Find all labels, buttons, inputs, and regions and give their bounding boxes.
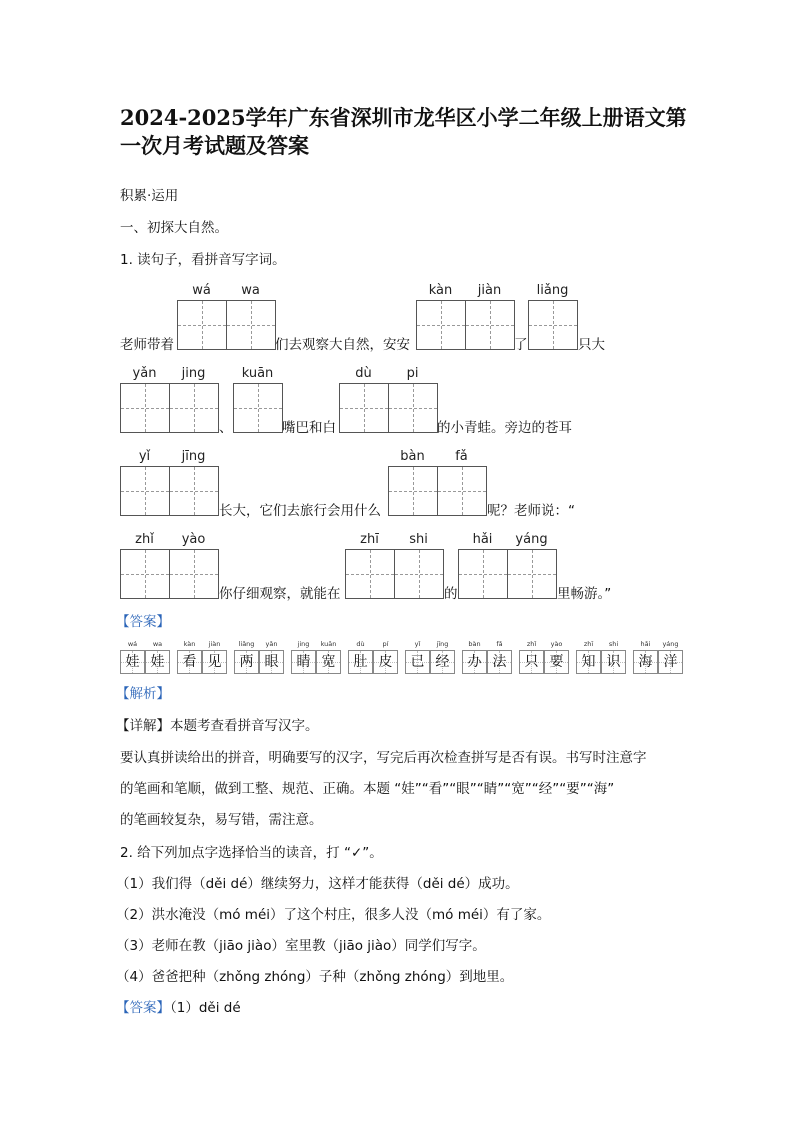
answer-char-cell: 皮 <box>373 650 398 674</box>
answer-char-cell: 经 <box>430 650 455 674</box>
detail-tag: 【详解】 <box>116 718 170 734</box>
answer-char-cell: 法 <box>487 650 512 674</box>
writing-box[interactable] <box>169 466 219 516</box>
pinyin-label: jīng <box>181 449 206 464</box>
pinyin-label: yào <box>181 532 206 547</box>
answer-pinyin: hǎi <box>640 640 651 648</box>
section-label: 积累·运用 <box>120 188 179 204</box>
answer-pinyin: jiàn <box>208 640 221 648</box>
pinyin-label: kuān <box>241 366 274 381</box>
pinyin-label: pi <box>406 366 419 381</box>
answer-char-cell: 娃 <box>120 650 145 674</box>
question-2-item: （1）我们得（děi dé）继续努力，这样才能获得（děi dé）成功。 <box>116 876 519 892</box>
answer-pinyin: dù <box>356 640 365 648</box>
answer-label: 【答案】 <box>116 614 170 630</box>
pinyin-label: yǎn <box>132 366 157 381</box>
writing-box[interactable] <box>416 300 466 350</box>
answer-char-cell: 见 <box>202 650 227 674</box>
question-2-prompt: 2. 给下列加点字选择恰当的读音，打 “✓”。 <box>120 845 383 861</box>
writing-box[interactable] <box>233 383 283 433</box>
detail-line <box>116 716 319 736</box>
sentence-text: 老师带着 <box>120 337 174 353</box>
pinyin-label: yǐ <box>138 449 151 464</box>
answer-text: （1）děi dé <box>170 1000 241 1016</box>
sentence-text: 的小青蛙。旁边的苍耳 <box>437 420 572 436</box>
sentence-text: 、 <box>219 420 233 436</box>
sentence-text: 里畅游。” <box>557 586 612 602</box>
answer-pinyin: shi <box>608 640 619 648</box>
writing-box[interactable] <box>120 466 170 516</box>
sentence-text: 呢？老师说：“ <box>487 503 575 519</box>
sentence-text: 的 <box>444 586 458 602</box>
answer-pinyin: wa <box>152 640 163 648</box>
sentence-text: 嘴巴和白 <box>282 420 336 436</box>
answer-label: 【答案】 <box>116 1000 170 1016</box>
answer-char-cell: 两 <box>234 650 259 674</box>
answer-char-cell: 识 <box>601 650 626 674</box>
writing-box[interactable] <box>465 300 515 350</box>
pinyin-label: wa <box>241 283 260 298</box>
writing-box[interactable] <box>388 383 438 433</box>
pinyin-label: kàn <box>428 283 453 298</box>
pinyin-label: shi <box>409 532 428 547</box>
answer-char-cell: 知 <box>576 650 601 674</box>
answer-pinyin: jīng <box>436 640 449 648</box>
pinyin-label: jing <box>181 366 206 381</box>
answer-char-cell: 海 <box>633 650 658 674</box>
answer-char-cell: 看 <box>177 650 202 674</box>
answer-pinyin: wá <box>127 640 138 648</box>
question-2-item: （4）爸爸把种（zhǒng zhóng）子种（zhǒng zhóng）到地里。 <box>116 969 514 985</box>
writing-box[interactable] <box>120 383 170 433</box>
answer-pinyin: jing <box>297 640 310 648</box>
writing-box[interactable] <box>226 300 276 350</box>
answer-char-cell: 办 <box>462 650 487 674</box>
analysis-paragraph-line: 要认真拼读给出的拼音，明确要写的汉字，写完后再次检查拼写是否有误。书写时注意字 <box>120 750 647 766</box>
pinyin-label: zhǐ <box>135 532 154 547</box>
pinyin-label: hǎi <box>472 532 493 547</box>
answer-char-cell: 要 <box>544 650 569 674</box>
writing-box[interactable] <box>388 466 438 516</box>
sentence-text: 们去观察大自然，安安 <box>275 337 410 353</box>
answer-pinyin: kuān <box>320 640 337 648</box>
analysis-paragraph-line: 的笔画和笔顺，做到工整、规范、正确。本题 “娃”“看”“眼”“睛”“宽”“经”“要”“海” <box>120 781 615 797</box>
writing-box[interactable] <box>169 549 219 599</box>
answer-char-cell: 娃 <box>145 650 170 674</box>
sentence-text: 长大，它们去旅行会用什么 <box>219 503 381 519</box>
sentence-text: 你仔细观察，就能在 <box>219 586 341 602</box>
writing-box[interactable] <box>177 300 227 350</box>
detail-text: 本题考查看拼音写汉字。 <box>170 718 319 734</box>
answer-pinyin: yǐ <box>414 640 421 648</box>
answer-pinyin: yào <box>550 640 563 648</box>
answer-char-cell: 肚 <box>348 650 373 674</box>
pinyin-label: yáng <box>515 532 548 547</box>
question-1-prompt: 1. 读句子，看拼音写字词。 <box>120 252 286 268</box>
answer-pinyin: zhī <box>583 640 594 648</box>
answer-pinyin: zhǐ <box>526 640 537 648</box>
question-2-item: （2）洪水淹没（mó méi）了这个村庄，很多人没（mó méi）有了家。 <box>116 907 551 923</box>
answer-pinyin: yǎn <box>265 640 278 648</box>
answer-char-cell: 眼 <box>259 650 284 674</box>
pinyin-label: dù <box>355 366 372 381</box>
answer-pinyin: pí <box>382 640 389 648</box>
writing-box[interactable] <box>394 549 444 599</box>
question-2-answer <box>116 998 241 1018</box>
analysis-paragraph-line: 的笔画较复杂，易写错，需注意。 <box>120 812 323 828</box>
answer-char-cell: 洋 <box>658 650 683 674</box>
pinyin-label: fǎ <box>455 449 468 464</box>
writing-box[interactable] <box>169 383 219 433</box>
answer-pinyin: liǎng <box>238 640 255 648</box>
pinyin-label: bàn <box>400 449 425 464</box>
writing-box[interactable] <box>345 549 395 599</box>
writing-box[interactable] <box>528 300 578 350</box>
sentence-text: 了 <box>514 337 528 353</box>
answer-pinyin: yáng <box>662 640 679 648</box>
pinyin-label: wá <box>192 283 211 298</box>
answer-pinyin: bàn <box>468 640 481 648</box>
answer-pinyin: fǎ <box>496 640 503 648</box>
answer-char-cell: 睛 <box>291 650 316 674</box>
answer-char-cell: 宽 <box>316 650 341 674</box>
writing-box[interactable] <box>120 549 170 599</box>
writing-box[interactable] <box>507 549 557 599</box>
question-2-item: （3）老师在教（jiāo jiào）室里教（jiāo jiào）同学们写字。 <box>116 938 486 954</box>
pinyin-label: jiàn <box>477 283 502 298</box>
analysis-label: 【解析】 <box>116 686 170 702</box>
answer-char-cell: 只 <box>519 650 544 674</box>
answer-pinyin: kàn <box>183 640 196 648</box>
pinyin-label: liǎng <box>536 283 569 298</box>
writing-box[interactable] <box>458 549 508 599</box>
answer-char-cell: 已 <box>405 650 430 674</box>
pinyin-label: zhī <box>360 532 379 547</box>
page-title: 2024-2025学年广东省深圳市龙华区小学二年级上册语文第一次月考试题及答案 <box>120 105 687 158</box>
writing-box[interactable] <box>339 383 389 433</box>
part-heading: 一、初探大自然。 <box>120 220 228 236</box>
sentence-text: 只大 <box>578 337 605 353</box>
writing-box[interactable] <box>437 466 487 516</box>
